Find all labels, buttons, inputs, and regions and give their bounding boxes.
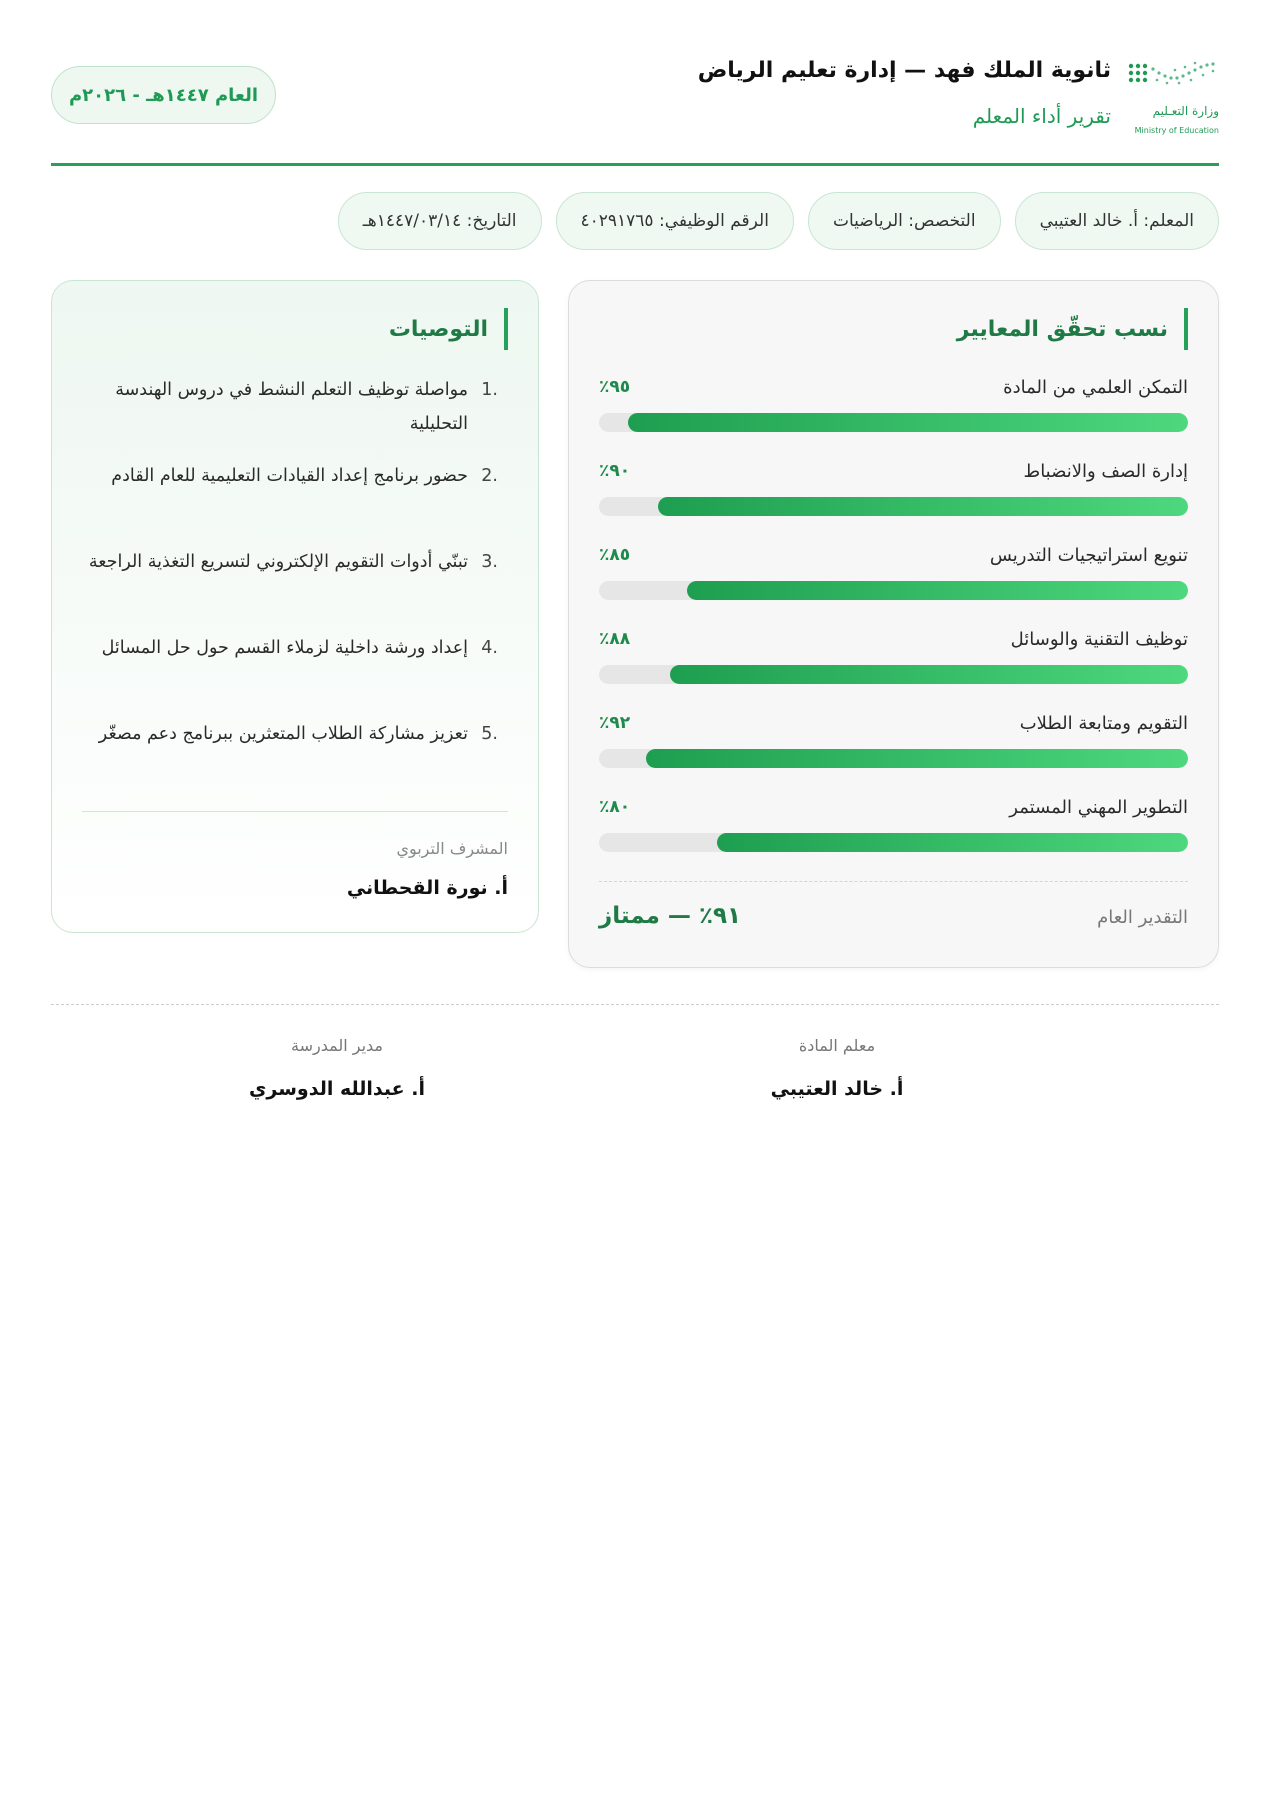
info-chip-specialty: التخصص: الرياضيات — [808, 192, 1001, 250]
recommendation-number: 4. — [481, 638, 498, 658]
recommendation-number: 5. — [481, 724, 498, 744]
overall-rating-value: ٩١٪ — ممتاز — [599, 903, 742, 929]
criterion-progress-fill — [670, 665, 1188, 684]
logo-arabic-text: وزارة التعـليم — [1152, 104, 1219, 118]
recommendations-list — [82, 373, 498, 803]
criterion-row — [599, 461, 1188, 545]
criterion-row — [599, 545, 1188, 629]
criterion-value: ٨٠٪ — [599, 797, 631, 817]
header-divider — [51, 163, 1219, 166]
teacher-signature-name: أ. خالد العتيبي — [770, 1078, 904, 1100]
criterion-progress-track — [599, 665, 1188, 684]
info-chip-teacher: المعلم: أ. خالد العتيبي — [1015, 192, 1219, 250]
criterion-progress-fill — [646, 749, 1188, 768]
recommendation-item — [82, 459, 498, 545]
teacher-signature-block — [687, 1036, 987, 1100]
criterion-row — [599, 377, 1188, 461]
recommendation-text: حضور برنامج إعداد القيادات التعليمية للعام القادم — [111, 466, 468, 486]
criterion-progress-track — [599, 833, 1188, 852]
recommendation-text: إعداد ورشة داخلية لزملاء القسم حول حل المسائل — [101, 638, 468, 658]
recommendations-card — [51, 280, 539, 933]
supervisor-label: المشرف التربوي — [396, 839, 508, 858]
criterion-progress-track — [599, 497, 1188, 516]
criterion-row — [599, 713, 1188, 797]
criterion-progress-track — [599, 749, 1188, 768]
info-chip-employee-id: الرقم الوظيفي: ٤٠٢٩١٧٦٥ — [556, 192, 794, 250]
overall-rating-label: التقدير العام — [1097, 907, 1188, 928]
criterion-progress-fill — [687, 581, 1188, 600]
criterion-progress-track — [599, 413, 1188, 432]
recommendation-text: مواصلة توظيف التعلم النشط في دروس الهندسة التحليلية — [115, 380, 468, 434]
principal-signature-role: مدير المدرسة — [290, 1036, 383, 1055]
recommendation-text: تعزيز مشاركة الطلاب المتعثرين ببرنامج دعم مصغّر — [98, 724, 468, 744]
principal-signature-name: أ. عبدالله الدوسري — [249, 1078, 425, 1100]
criteria-card — [568, 280, 1219, 968]
recommendation-item — [82, 373, 498, 459]
criterion-label: تنويع استراتيجيات التدريس — [989, 545, 1188, 566]
criterion-value: ٩٠٪ — [599, 461, 631, 481]
criterion-value: ٩٢٪ — [599, 713, 631, 733]
criterion-label: التقويم ومتابعة الطلاب — [1019, 713, 1188, 734]
overall-divider — [599, 881, 1188, 882]
criterion-row — [599, 797, 1188, 881]
recommendation-number: 1. — [481, 380, 498, 400]
criterion-progress-fill — [717, 833, 1188, 852]
recommendation-text: تبنّي أدوات التقويم الإلكتروني لتسريع التغذية الراجعة — [88, 552, 468, 572]
criterion-progress-fill — [658, 497, 1188, 516]
academic-year-badge: العام ١٤٤٧هـ - ٢٠٢٦م — [51, 66, 276, 124]
teacher-signature-role: معلم المادة — [798, 1036, 876, 1055]
criterion-progress-track — [599, 581, 1188, 600]
recommendation-item — [82, 631, 498, 717]
recommendation-number: 2. — [481, 466, 498, 486]
recommendation-item — [82, 545, 498, 631]
recommendations-heading: التوصيات — [389, 308, 508, 350]
signatures-divider — [51, 1004, 1219, 1005]
criterion-label: توظيف التقنية والوسائل — [1010, 629, 1188, 650]
recommendation-number: 3. — [481, 552, 498, 572]
supervisor-divider — [82, 811, 508, 812]
ministry-logo — [1127, 60, 1219, 135]
criterion-progress-fill — [628, 413, 1188, 432]
criterion-value: ٨٥٪ — [599, 545, 631, 565]
report-title: تقرير أداء المعلم — [972, 104, 1111, 128]
recommendation-item — [82, 717, 498, 803]
info-chip-date: التاريخ: ١٤٤٧/٠٣/١٤هـ — [338, 192, 542, 250]
criterion-value: ٨٨٪ — [599, 629, 631, 649]
criteria-list — [599, 377, 1188, 881]
criterion-value: ٩٥٪ — [599, 377, 631, 397]
report-header — [51, 52, 1219, 164]
principal-signature-block — [187, 1036, 487, 1100]
ministry-logo-icon — [1127, 60, 1219, 100]
criterion-label: إدارة الصف والانضباط — [1023, 461, 1188, 482]
school-title: ثانوية الملك فهد — إدارة تعليم الرياض — [697, 58, 1111, 83]
criterion-row — [599, 629, 1188, 713]
criterion-label: التطوير المهني المستمر — [1009, 797, 1188, 818]
criterion-label: التمكن العلمي من المادة — [1003, 377, 1188, 398]
criteria-heading: نسب تحقّق المعايير — [957, 308, 1188, 350]
supervisor-name: أ. نورة القحطاني — [346, 877, 508, 899]
teacher-info-chips — [338, 192, 1219, 250]
logo-english-text: Ministry of Education — [1134, 126, 1219, 135]
